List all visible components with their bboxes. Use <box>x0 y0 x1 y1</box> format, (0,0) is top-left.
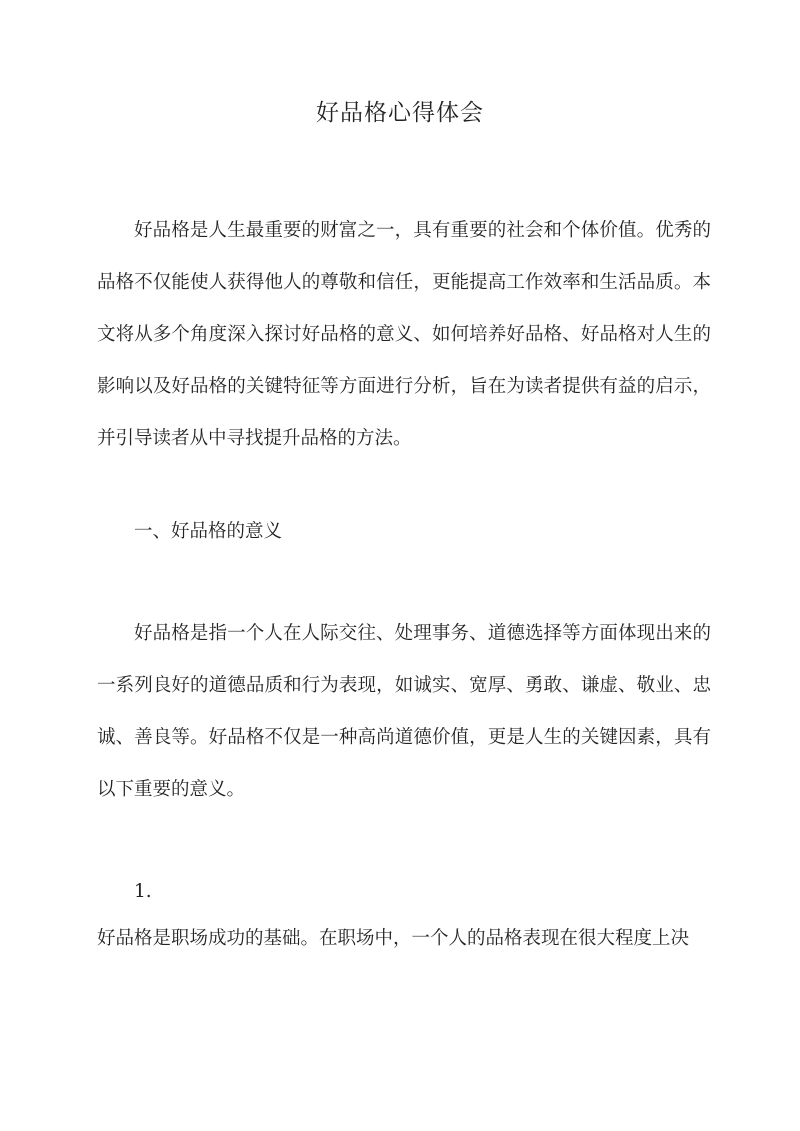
section-body-paragraph: 好品格是指一个人在人际交往、处理事务、道德选择等方面体现出来的一系列良好的道德品质和行为表现，如诚实、宽厚、勇敢、谦虚、敬业、忠诚、善良等。好品格不仅是一种高尚道德价值，更是人生的关键因素，具有以下重要的意义。 <box>97 623 711 800</box>
intro-paragraph: 好品格是人生最重要的财富之一，具有重要的社会和个体价值。优秀的品格不仅能使人获得他人的尊敬和信任，更能提高工作效率和生活品质。本文将从多个角度深入探讨好品格的意义、如何培养好品格、好品格对人生的影响以及好品格的关键特征等方面进行分析，旨在为读者提供有益的启示，并引导读者从中寻找提升品格的方法。 <box>97 220 711 449</box>
list-item-text: 好品格是职场成功的基础。在职场中，一个人的品格表现在很大程度上决 <box>97 928 690 949</box>
document-title: 好品格心得体会 <box>316 100 484 126</box>
list-item-number: 1. <box>134 881 152 902</box>
section-heading: 一、好品格的意义 <box>134 521 283 542</box>
